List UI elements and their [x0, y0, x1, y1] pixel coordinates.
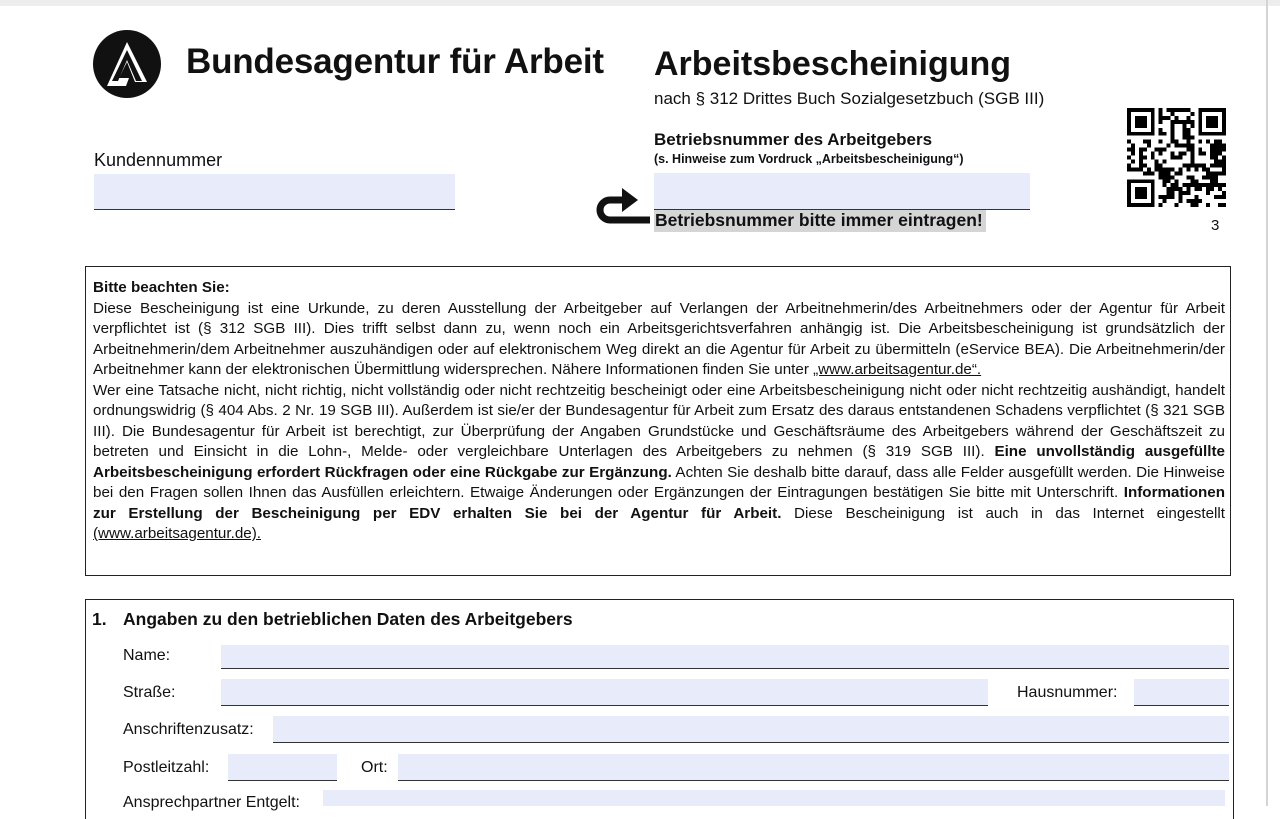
contact-person-label: Ansprechpartner Entgelt: [123, 794, 300, 811]
page-edge [1266, 0, 1268, 806]
notice-paragraph-2: Wer eine Tatsache nicht, nicht richtig, nicht vollständig oder nicht rechtzeitig bescheinigt oder eine Arbeitsbescheinigung nicht oder nicht rechtzeitig aushändigt, handelt ordnungswidrig (§ 404 Abs. 2 Nr. 19 SGB III). Außerdem ist sie/er der Bundesagentur für Arbeit zum Ersatz des daraus entstandenen Schadens verpflichtet (§ 321 SGB III). Die Bundesagentur für Arbeit ist berechtigt, zur Überprüfung der Angaben Grundstücke und Geschäftsräume des Arbeitgebers während der Geschäftszeit zu betreten und Einsicht in die Lohn-, Melde- oder vergleichbare Unterlagen des Arbeitgebers zu nehmen (§ 319 SGB III). [93, 381, 1225, 460]
section-title: Angaben zu den betrieblichen Daten des Arbeitgebers [123, 609, 573, 629]
street-field[interactable] [221, 679, 988, 706]
employer-number-field[interactable] [654, 173, 1030, 210]
address-extra-field[interactable] [273, 716, 1229, 743]
notice-paragraph-2c: Diese Bescheinigung ist auch in das Internet eingestellt [781, 504, 1225, 522]
section-number: 1. [92, 609, 107, 629]
employer-number-hint: (s. Hinweise zum Vordruck „Arbeitsbescheinigung“) [654, 152, 964, 166]
notice-bold-2: Informationen zur Erstellung der Bescheinigung per EDV erhalten Sie bei der Agentur für Arbeit. [93, 484, 1225, 522]
postcode-field[interactable] [228, 754, 337, 781]
notice-paragraph-2b: Achten Sie deshalb bitte darauf, dass alle Felder ausgefüllt werden. Die Hinweise bei den Fragen sollen Ihnen das Ausfüllen erleichtern. Etwaige Änderungen oder Ergänzungen der Eintragungen bestätigen Sie bitte mit Unterschrift. [93, 463, 1225, 501]
house-number-field[interactable] [1134, 679, 1229, 706]
name-field[interactable] [221, 645, 1229, 669]
customer-number-field[interactable] [94, 174, 455, 210]
agency-logo-icon [93, 30, 161, 98]
notice-text [93, 278, 1225, 545]
viewer-top-strip [0, 0, 1280, 6]
notice-title: Bitte beachten Sie: [93, 279, 230, 296]
address-extra-label: Anschriftenzusatz: [123, 721, 254, 738]
return-arrow-icon [594, 184, 652, 226]
qr-code-icon [1127, 108, 1226, 207]
document-subtitle: nach § 312 Drittes Buch Sozialgesetzbuch (SGB III) [654, 89, 1045, 108]
org-name: Bundesagentur für Arbeit [186, 42, 604, 81]
customer-number-label: Kundennummer [94, 150, 223, 170]
notice-link-1[interactable]: „www.arbeitsagentur.de“. [813, 361, 982, 378]
city-label: Ort: [361, 759, 388, 776]
document-title: Arbeitsbescheinigung [654, 45, 1012, 83]
contact-person-field[interactable] [323, 790, 1225, 806]
house-number-label: Hausnummer: [1017, 684, 1118, 701]
notice-link-2[interactable]: (www.arbeitsagentur.de). [93, 525, 261, 542]
name-label: Name: [123, 647, 171, 664]
employer-number-reminder: Betriebsnummer bitte immer eintragen! [654, 210, 986, 232]
page-number: 3 [1211, 217, 1220, 234]
notice-paragraph-1: Diese Bescheinigung ist eine Urkunde, zu deren Ausstellung der Arbeitgeber auf Verlangen der Arbeitnehmerin/des Arbeitnehmers oder der Agentur für Arbeit verpflichtet ist (§ 312 SGB III). Dies trifft selbst dann zu, wenn noch ein Arbeitsgerichtsverfahren anhängig ist. Die Arbeitsbescheinigung ist grundsätzlich der Arbeitnehmerin/dem Arbeitnehmer auszuhändigen oder auf elektronischem Weg direkt an die Agentur für Arbeit zu übermitteln (eService BEA). Die Arbeitnehmerin/der Arbeitnehmer kann der elektronischen Übermittlung widersprechen. Nähere Informationen finden Sie unter [93, 299, 1225, 378]
notice-bold-1: Eine unvollständig ausgefüllte Arbeitsbescheinigung erfordert Rückfragen oder eine Rückgabe zur Ergänzung. [93, 443, 1225, 481]
city-field[interactable] [398, 754, 1229, 781]
notice-box [85, 266, 1231, 576]
employer-number-label: Betriebsnummer des Arbeitgebers [654, 130, 933, 149]
street-label: Straße: [123, 684, 176, 701]
section-employer-data [85, 599, 1234, 819]
postcode-label: Postleitzahl: [123, 759, 210, 776]
